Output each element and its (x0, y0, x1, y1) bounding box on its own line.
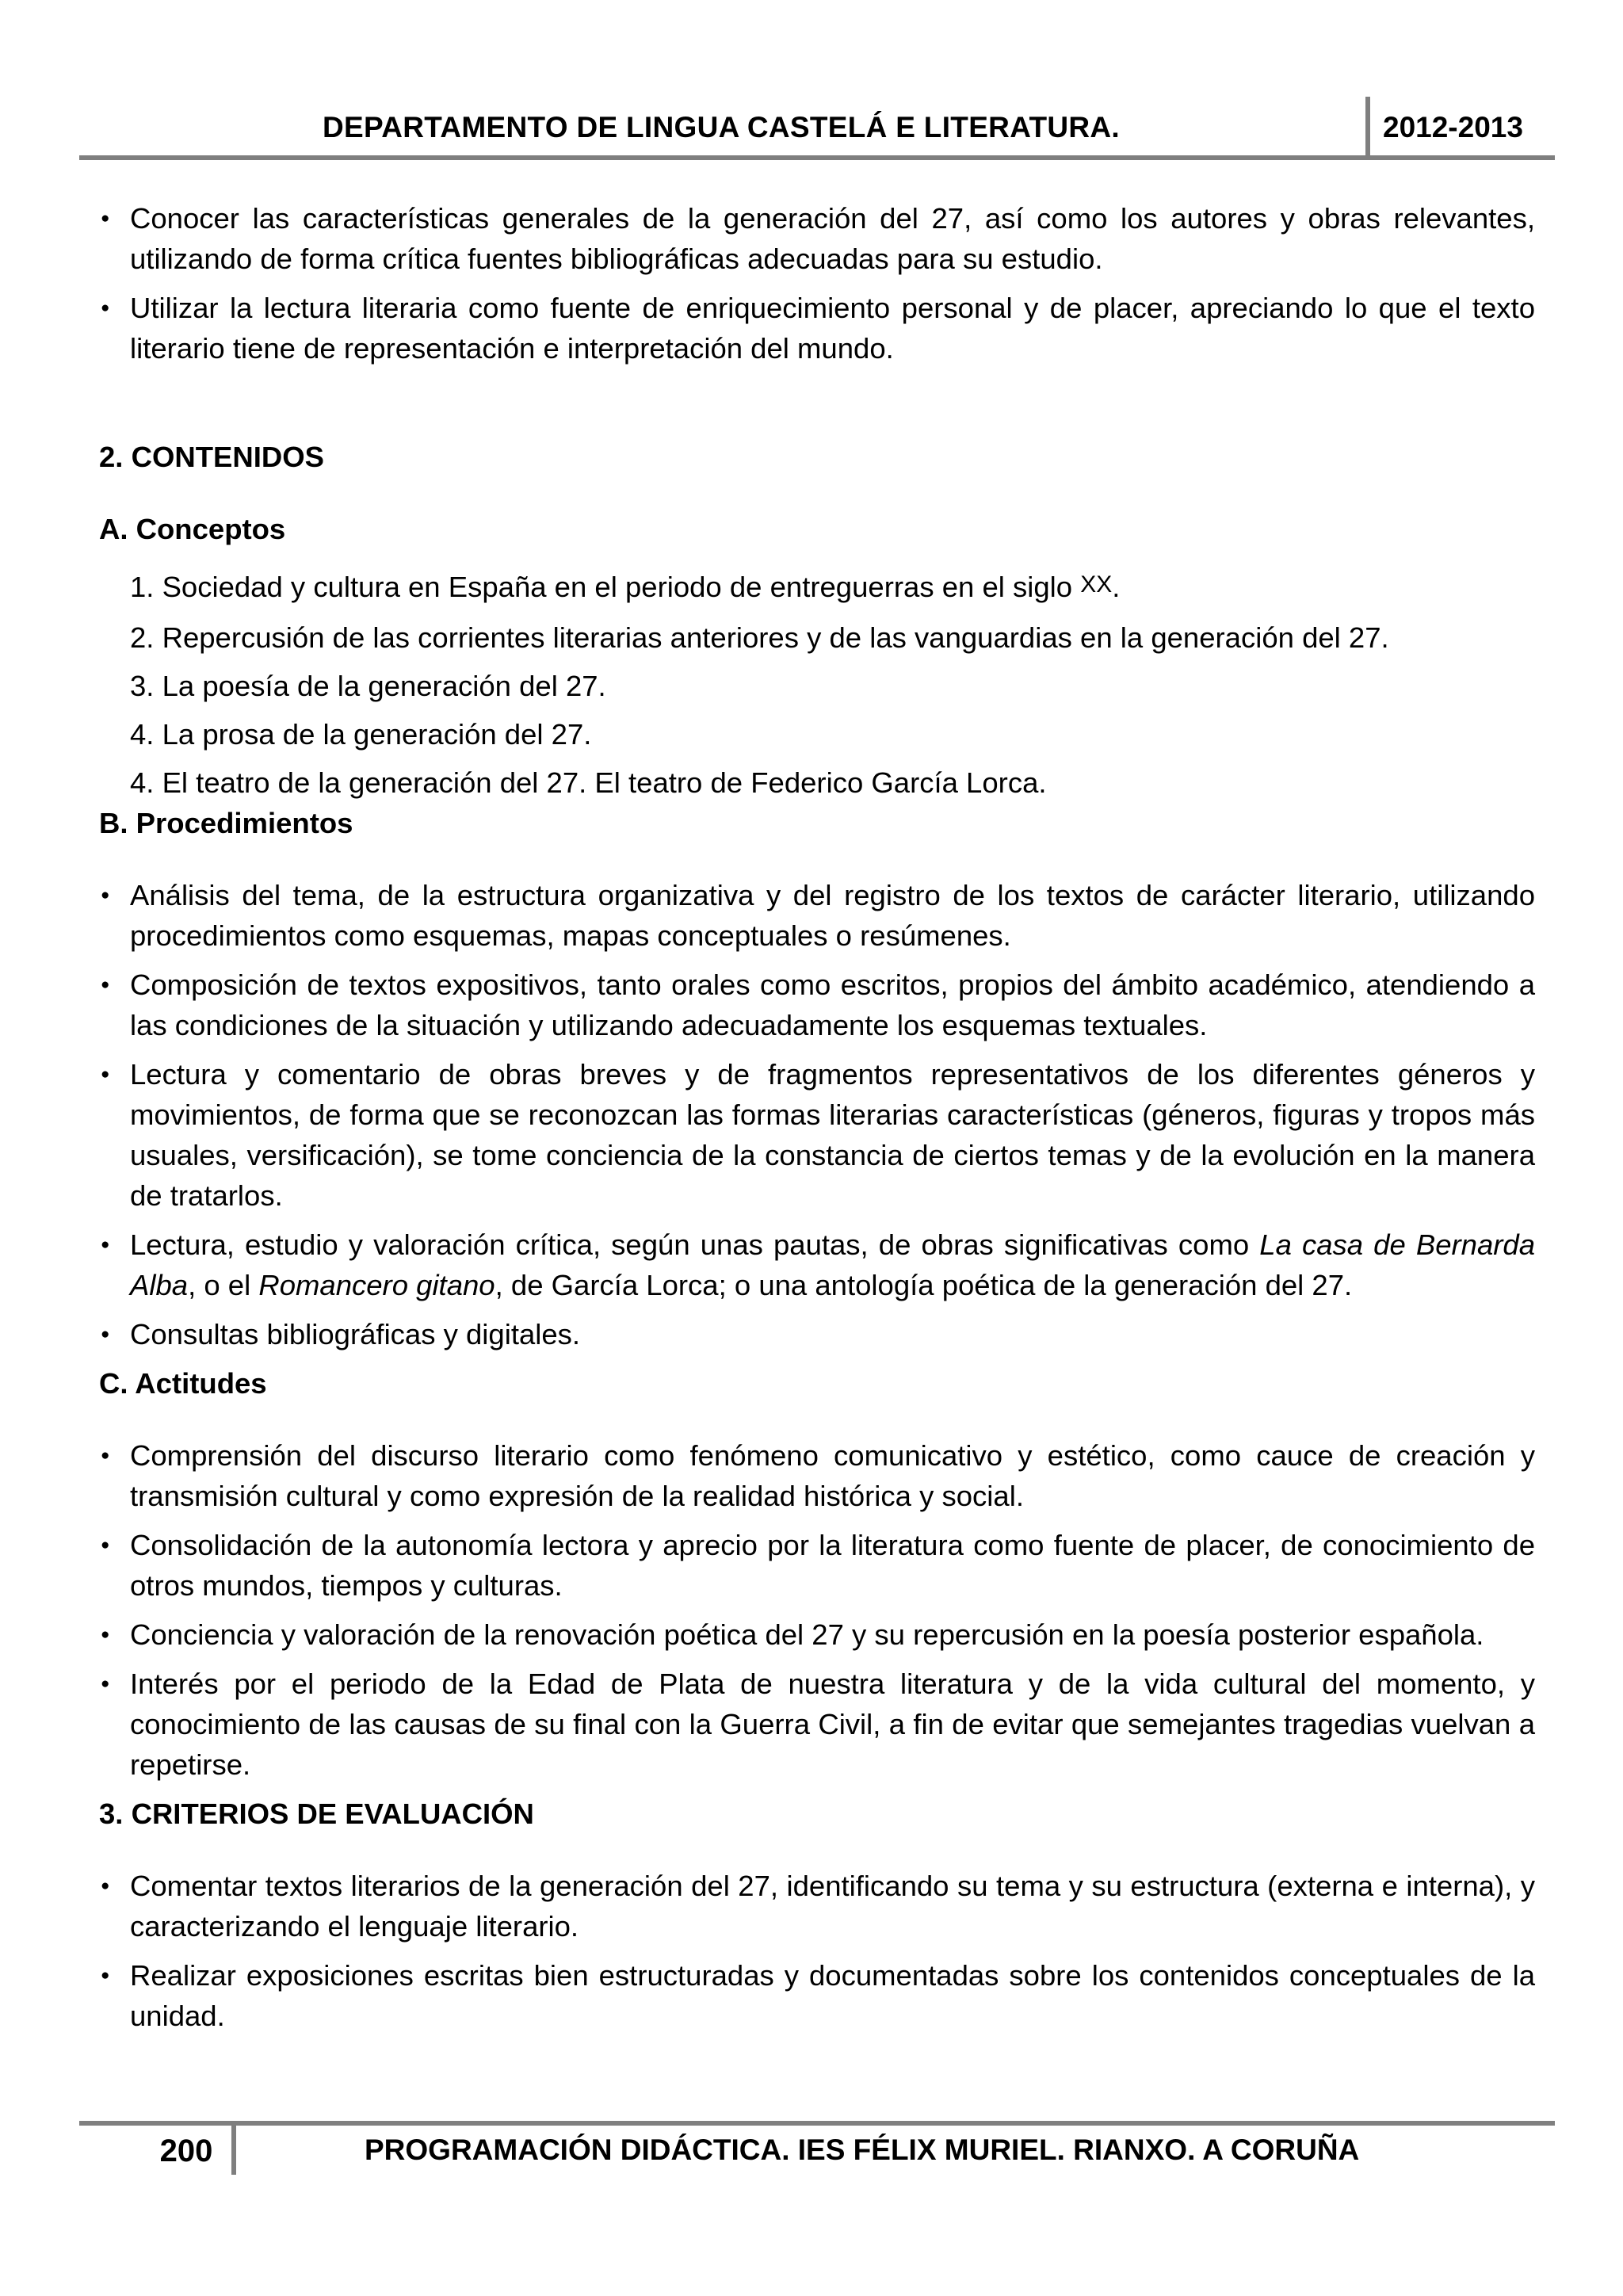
list-item: 4. La prosa de la generación del 27. (130, 718, 592, 751)
list-item: 2. Repercusión de las corrientes literarias anteriores y de las vanguardias en la generación del 27. (130, 621, 1389, 654)
header-title: DEPARTAMENTO DE LINGUA CASTELÁ E LITERATURA. (322, 111, 1121, 143)
section-heading-criterios: 3. CRITERIOS DE EVALUACIÓN (99, 1797, 534, 1830)
list-item: ● Comprensión del discurso literario como fenómeno comunicativo y estético, como cauce de creación y transmisión cultural y como expresión de la realidad histórica y social. (99, 1435, 1535, 1516)
list-item: 3. La poesía de la generación del 27. (130, 670, 606, 702)
list-item: 1. Sociedad y cultura en España en el periodo de entreguerras en el siglo XX. (130, 571, 1121, 603)
list-item: ● Conciencia y valoración de la renovación poética del 27 y su repercusión en la poesía posterior española. (99, 1614, 1535, 1655)
header-divider (1365, 97, 1370, 157)
list-item: ● Lectura y comentario de obras breves y de fragmentos representativos de los diferentes géneros y movimientos, de forma que se reconozcan las formas literarias características (géneros, figuras y tropos más usuales, versificación), se tome conciencia de la constancia de ciertos temas y de la evolución en la manera de tratarlos. (99, 1054, 1535, 1216)
objectives-list (99, 198, 1535, 369)
list-item: ● Conocer las características generales de la generación del 27, así como los autores y obras relevantes, utilizando de forma crítica fuentes bibliográficas adecuadas para su estudio. (99, 198, 1535, 279)
work-title: La casa de Bernarda Alba (130, 1228, 1536, 1301)
page-number: 200 (159, 2134, 213, 2168)
conceptos-list (99, 567, 1535, 803)
list-item: ● Interés por el periodo de la Edad de Plata de nuestra literatura y de la vida cultural del momento, y conocimiento de las causas de su final con la Guerra Civil, a fin de evitar que semejantes tragedias vuelvan a repetirse. (99, 1664, 1535, 1785)
header-year: 2012-2013 (1383, 111, 1523, 143)
list-item: ● Consolidación de la autonomía lectora y aprecio por la literatura como fuente de placer, de conocimiento de otros mundos, tiempos y culturas. (99, 1525, 1535, 1606)
list-item: ● Composición de textos expositivos, tanto orales como escritos, propios del ámbito académico, atendiendo a las condiciones de la situación y utilizando adecuadamente los esquemas textuales. (99, 965, 1535, 1045)
subsection-heading-procedimientos: B. Procedimientos (99, 807, 353, 839)
header-rule (79, 155, 1555, 160)
footer-divider (231, 2121, 236, 2175)
footer-rule (79, 2121, 1555, 2126)
procedimientos-list (99, 875, 1535, 1354)
work-title: Romancero gitano (258, 1269, 495, 1301)
actitudes-list (99, 1435, 1535, 1785)
list-item: ● Análisis del tema, de la estructura organizativa y del registro de los textos de carácter literario, utilizando procedimientos como esquemas, mapas conceptuales o resúmenes. (99, 875, 1535, 956)
criterios-list (99, 1866, 1535, 2036)
subsection-heading-conceptos: A. Conceptos (99, 513, 286, 545)
list-item: ● Lectura, estudio y valoración crítica, según unas pautas, de obras significativas como La casa de Bernarda Alba, o el Romancero gitano, de García Lorca; o una antología poética de la generación del 27. (99, 1224, 1535, 1305)
list-item: ● Utilizar la lectura literaria como fuente de enriquecimiento personal y de placer, apreciando lo que el texto literario tiene de representación e interpretación del mundo. (99, 288, 1535, 369)
section-heading-contenidos: 2. CONTENIDOS (99, 441, 324, 473)
footer-text: PROGRAMACIÓN DIDÁCTICA. IES FÉLIX MURIEL. RIANXO. A CORUÑA (365, 2134, 1360, 2166)
list-item: 4. El teatro de la generación del 27. El teatro de Federico García Lorca. (130, 766, 1047, 799)
page-content (99, 198, 1535, 2045)
list-item: ● Comentar textos literarios de la generación del 27, identificando su tema y su estructura (externa e interna), y caracterizando el lenguaje literario. (99, 1866, 1535, 1946)
century-numeral: XX (1080, 571, 1113, 598)
list-item: ● Consultas bibliográficas y digitales. (99, 1314, 1535, 1354)
subsection-heading-actitudes: C. Actitudes (99, 1367, 267, 1400)
list-item: ● Realizar exposiciones escritas bien estructuradas y documentadas sobre los contenidos conceptuales de la unidad. (99, 1955, 1535, 2036)
